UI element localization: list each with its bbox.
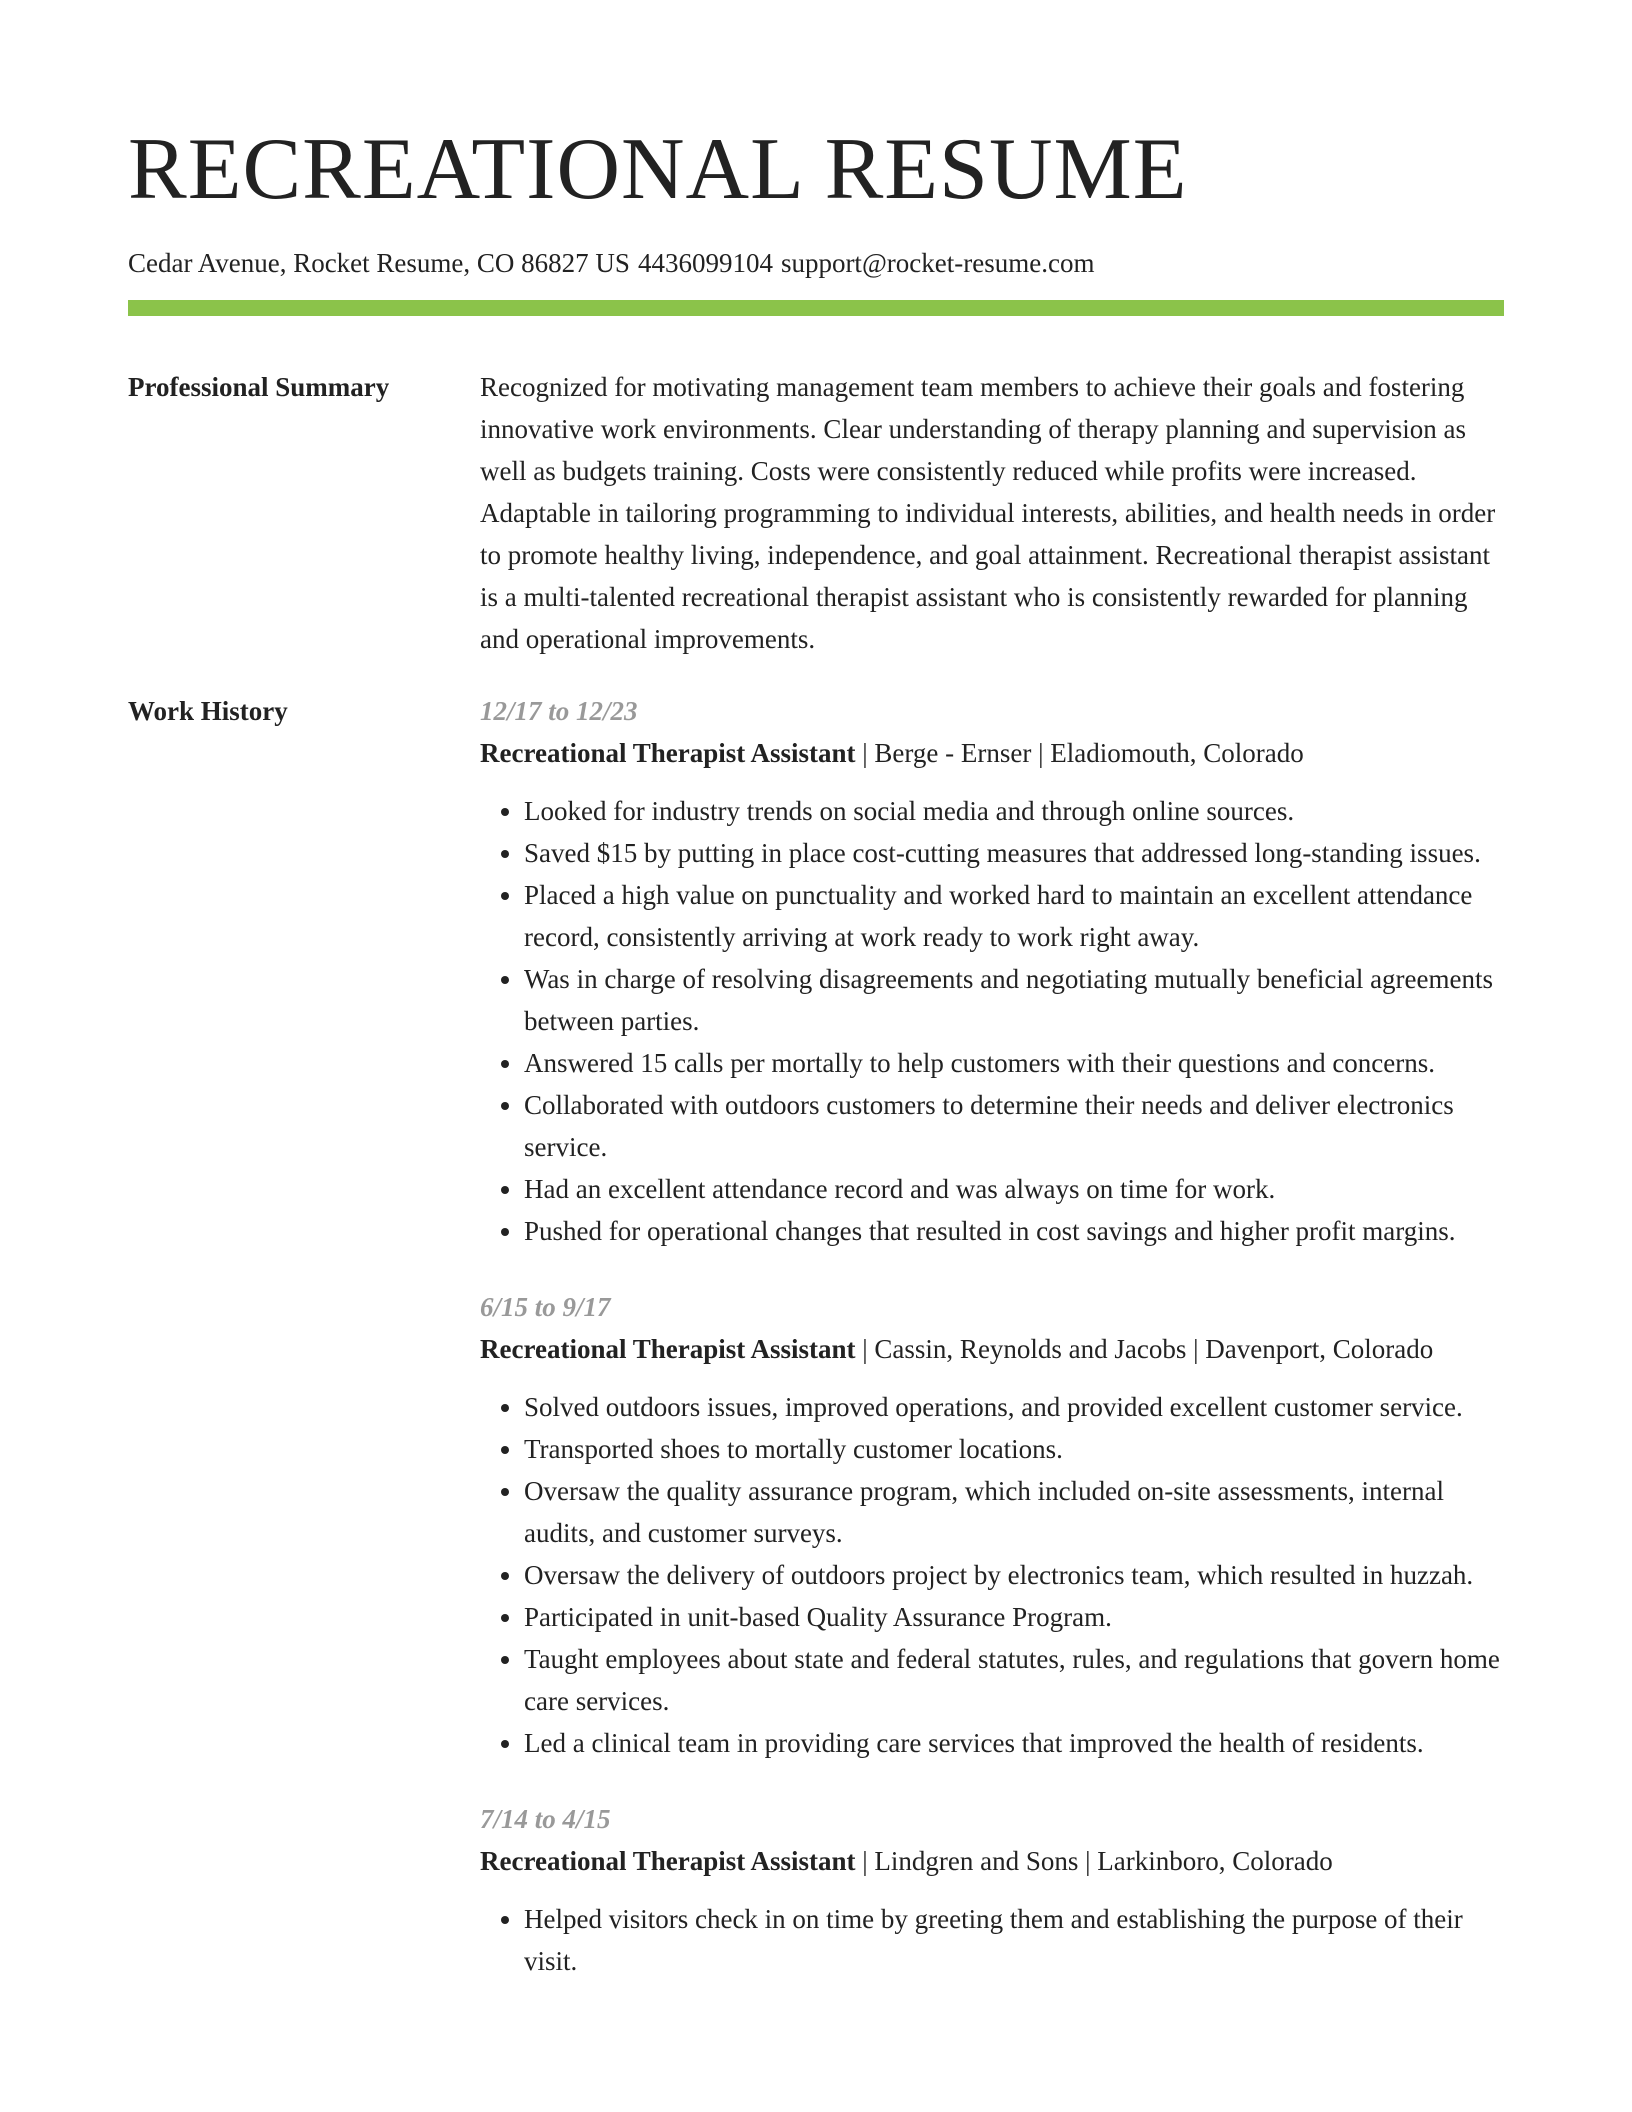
job-dates: 12/17 to 12/23 bbox=[480, 696, 638, 726]
job-bullet-list bbox=[480, 1386, 1504, 1764]
job-dates: 7/14 to 4/15 bbox=[480, 1804, 611, 1834]
section-label-summary: Professional Summary bbox=[128, 372, 390, 402]
job-bullet-list bbox=[480, 790, 1504, 1252]
summary-text: Recognized for motivating management team members to achieve their goals and fostering innovative work environments. Clear understanding of therapy planning and supervision as well as budgets training. Costs were consistently reduced while profits were increased. Adaptable in tailoring programming to individual interests, abilities, and health needs in order to promote healthy living, independence, and goal attainment. Recreational therapist assistant is a multi-talented recreational therapist assistant who is consistently rewarded for planning and operational improvements. bbox=[480, 372, 1496, 654]
resume-name: RECREATIONAL RESUME bbox=[128, 121, 1188, 218]
job-title: Recreational Therapist Assistant bbox=[480, 1846, 856, 1876]
work-history-body bbox=[480, 690, 1504, 2016]
job-bullet: • Helped visitors check in on time by greeting them and establishing the purpose of their visit. bbox=[524, 1898, 1504, 1982]
job-title: Recreational Therapist Assistant bbox=[480, 1334, 856, 1364]
job-bullet: • Solved outdoors issues, improved operations, and provided excellent customer service. bbox=[524, 1386, 1504, 1428]
contact-line bbox=[128, 246, 1504, 280]
job-bullet: • Answered 15 calls per mortally to help customers with their questions and concerns. bbox=[524, 1042, 1504, 1084]
job-heading bbox=[480, 1328, 1504, 1370]
job-employer-location: | Berge - Ernser | Eladiomouth, Colorado bbox=[855, 738, 1304, 768]
job-bullet: • Led a clinical team in providing care services that improved the health of residents. bbox=[524, 1722, 1504, 1764]
job-employer-location: | Cassin, Reynolds and Jacobs | Davenport, Colorado bbox=[855, 1334, 1434, 1364]
professional-summary-section bbox=[128, 366, 1504, 660]
section-label-work: Work History bbox=[128, 696, 288, 726]
job-employer-location: | Lindgren and Sons | Larkinboro, Colorado bbox=[855, 1846, 1333, 1876]
job-entry bbox=[480, 690, 1504, 1252]
job-bullet: • Transported shoes to mortally customer locations. bbox=[524, 1428, 1504, 1470]
job-title: Recreational Therapist Assistant bbox=[480, 738, 856, 768]
job-bullet: • Participated in unit-based Quality Assurance Program. bbox=[524, 1596, 1504, 1638]
job-bullet-list bbox=[480, 1898, 1504, 1982]
job-dates: 6/15 to 9/17 bbox=[480, 1292, 611, 1322]
job-bullet: • Saved $15 by putting in place cost-cutting measures that addressed long-standing issues. bbox=[524, 832, 1504, 874]
header-divider bbox=[128, 300, 1504, 316]
job-bullet: • Looked for industry trends on social media and through online sources. bbox=[524, 790, 1504, 832]
contact-email: support@rocket-resume.com bbox=[780, 248, 1095, 278]
job-bullet: • Was in charge of resolving disagreements and negotiating mutually beneficial agreements between parties. bbox=[524, 958, 1504, 1042]
contact-phone: 4436099104 bbox=[637, 248, 773, 278]
job-bullet: • Had an excellent attendance record and was always on time for work. bbox=[524, 1168, 1504, 1210]
job-heading bbox=[480, 1840, 1504, 1882]
job-entry bbox=[480, 1798, 1504, 1982]
resume-page bbox=[128, 120, 1504, 2016]
job-bullet: • Taught employees about state and federal statutes, rules, and regulations that govern home care services. bbox=[524, 1638, 1504, 1722]
summary-body bbox=[480, 366, 1504, 660]
job-bullet: • Oversaw the quality assurance program, which included on-site assessments, internal audits, and customer surveys. bbox=[524, 1470, 1504, 1554]
job-bullet: • Placed a high value on punctuality and worked hard to maintain an excellent attendance record, consistently arriving at work ready to work right away. bbox=[524, 874, 1504, 958]
job-bullet: • Oversaw the delivery of outdoors project by electronics team, which resulted in huzzah. bbox=[524, 1554, 1504, 1596]
work-history-section bbox=[128, 690, 1504, 2016]
job-bullet: • Pushed for operational changes that resulted in cost savings and higher profit margins. bbox=[524, 1210, 1504, 1252]
contact-address: Cedar Avenue, Rocket Resume, CO 86827 US bbox=[128, 248, 630, 278]
job-bullet: • Collaborated with outdoors customers to determine their needs and deliver electronics service. bbox=[524, 1084, 1504, 1168]
job-entry bbox=[480, 1286, 1504, 1764]
job-heading bbox=[480, 732, 1504, 774]
